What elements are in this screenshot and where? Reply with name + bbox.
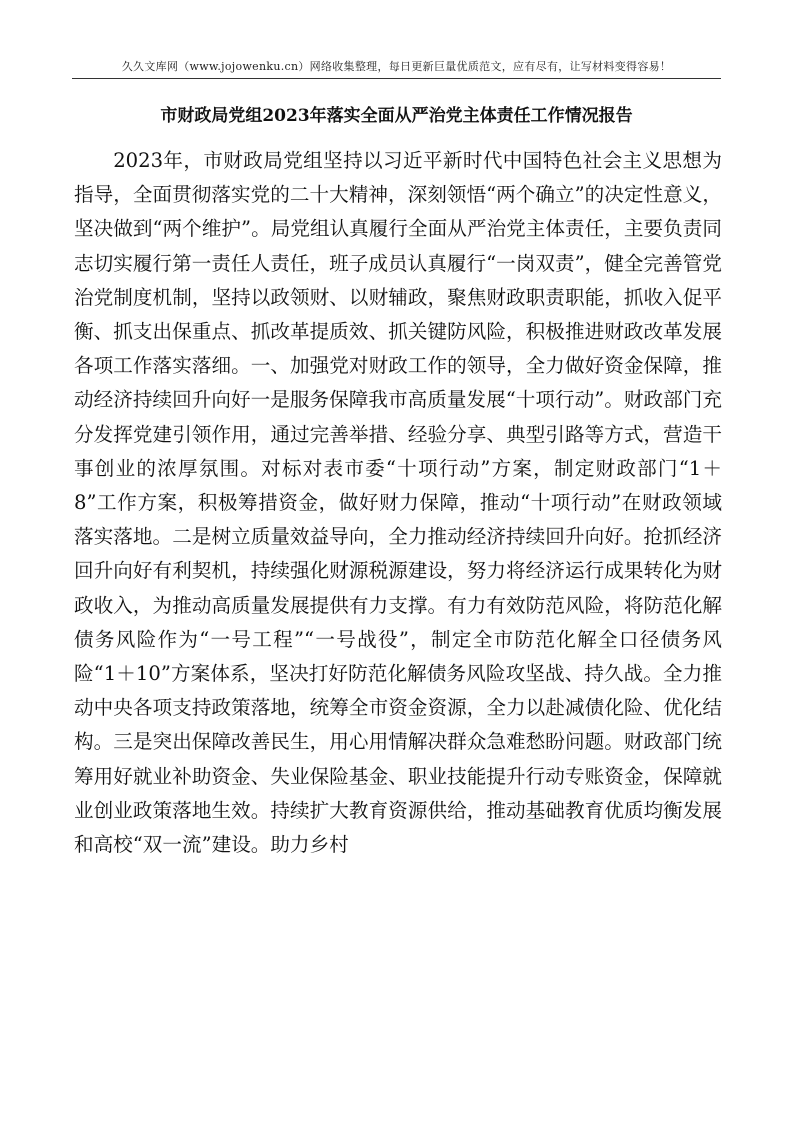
document-body-paragraph: 2023年，市财政局党组坚持以习近平新时代中国特色社会主义思想为指导，全面贯彻落实党的二十大精神，深刻领悟“两个确立”的决定性意义，坚决做到“两个维护”。局党组认真履行全面从严治党主体责任，主要负责同志切实履行第一责任人责任，班子成员认真履行“一岗双责”，健全完善管党治党制度机制，坚持以政领财、以财辅政，聚焦财政职责职能，抓收入促平衡、抓支出保重点、抓改革提质效、抓关键防风险，积极推进财政改革发展各项工作落实落细。一、加强党对财政工作的领导，全力做好资金保障，推动经济持续回升向好一是服务保障我市高质量发展“十项行动”。财政部门充分发挥党建引领作用，通过完善举措、经验分享、典型引路等方式，营造干事创业的浓厚氛围。对标对表市委“十项行动”方案，制定财政部门“1＋8”工作方案，积极筹措资金，做好财力保障，推动“十项行动”在财政领域落实落地。二是树立质量效益导向，全力推动经济持续回升向好。抢抓经济回升向好有利契机，持续强化财源税源建设，努力将经济运行成果转化为财政收入，为推动高质量发展提供有力支撑。有力有效防范风险，将防范化解债务风险作为“一号工程”“一号战役”，制定全市防范化解全口径债务风险“1＋10”方案体系，坚决打好防范化解债务风险攻坚战、持久战。全力推动中央各项支持政策落地，统筹全市资金资源，全力以赴减债化险、优化结构。三是突出保障改善民生，用心用情解决群众急难愁盼问题。财政部门统筹用好就业补助资金、失业保险基金、职业技能提升行动专账资金，保障就业创业政策落地生效。持续扩大教育资源供给，推动基础教育优质均衡发展和高校“双一流”建设。助力乡村 — [74, 149, 722, 857]
page-header-banner: 久久文库网（www.jojowenku.cn）网络收集整理，每日更新巨量优质范文，应有尽有，让写材料变得容易！ — [72, 56, 721, 79]
document-title: 市财政局党组2023年落实全面从严治党主体责任工作情况报告 — [160, 106, 633, 126]
